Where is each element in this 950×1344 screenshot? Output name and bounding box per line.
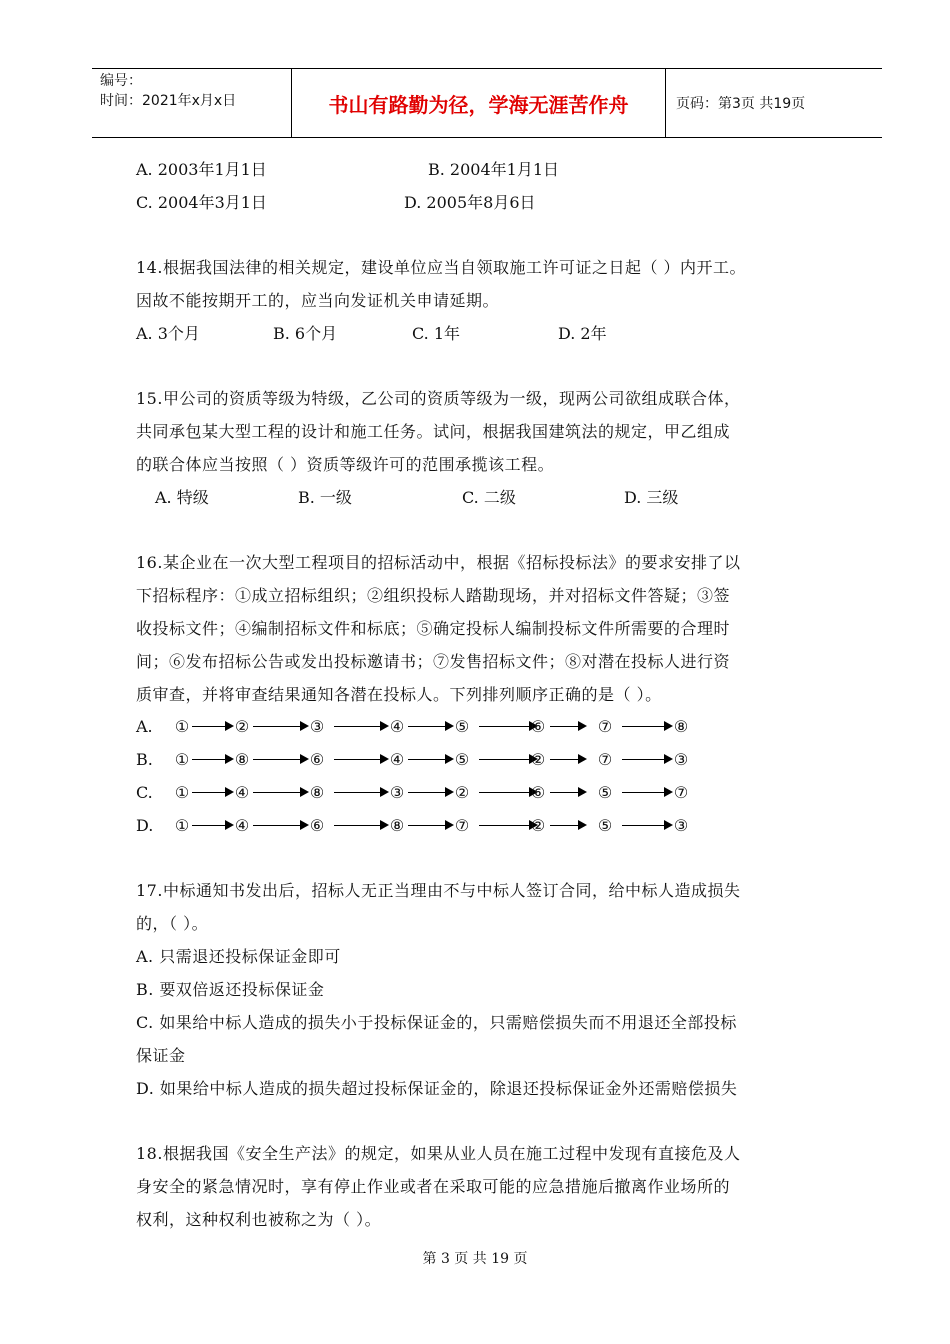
step-number: ① [174,816,190,835]
step-number: ⑤ [454,750,470,769]
q18-text-line: 权利，这种权利也被称之为（ ）。 [136,1210,382,1229]
arrow-icon [408,792,452,793]
step-number: ⑧ [673,717,689,736]
step-number: ⑧ [389,816,405,835]
arrow-icon [550,792,585,793]
q15-option-d: D. 三级 [624,488,679,507]
q15-text-line: 共同承包某大型工程的设计和施工任务。试问，根据我国建筑法的规定，甲乙组成 [136,422,731,441]
page-footer: 第 3 页 共 19 页 [422,1251,528,1267]
q18-text-line: 身安全的紧急情况时，享有停止作业或者在采取可能的应急措施后撤离作业场所的 [136,1177,731,1196]
q14-text-line: 14.根据我国法律的相关规定，建设单位应当自领取施工许可证之日起（ ）内开工。 [136,258,747,277]
arrow-icon [253,825,307,826]
q13-option-b: B. 2004年1月1日 [428,160,560,179]
q15-option-a: A. 特级 [155,488,209,507]
step-number: ⑥ [530,783,546,802]
step-number: ⑦ [597,717,613,736]
q16-text-line: 质审查，并将审查结果通知各潜在投标人。下列排列顺序正确的是（ ）。 [136,685,662,704]
step-number: ⑦ [597,750,613,769]
step-number: ① [174,783,190,802]
option-label: A. [136,717,153,736]
arrow-icon [192,792,232,793]
q13-option-c: C. 2004年3月1日 [136,193,267,212]
step-number: ② [454,783,470,802]
number-label: 编号： [100,73,142,89]
arrow-icon [408,759,452,760]
arrow-icon [550,759,585,760]
step-number: ⑤ [597,783,613,802]
q14-option-d: D. 2年 [558,324,607,343]
q15-text-line: 的联合体应当按照（ ）资质等级许可的范围承揽该工程。 [136,455,555,474]
step-number: ④ [389,750,405,769]
q17-option-a: A. 只需退还投标保证金即可 [136,947,341,966]
arrow-icon [408,726,452,727]
q16-text-line: 下招标程序：①成立招标组织；②组织投标人踏勘现场，并对招标文件答疑；③签 [136,586,731,605]
step-number: ⑥ [309,816,325,835]
step-number: ③ [673,750,689,769]
arrow-icon [479,825,536,826]
q17-option-b: B. 要双倍返还投标保证金 [136,980,325,999]
arrow-icon [334,825,387,826]
q16-text-line: 间；⑥发布招标公告或发出投标邀请书；⑦发售招标文件；⑧对潜在投标人进行资 [136,652,731,671]
arrow-icon [253,792,307,793]
q15-option-b: B. 一级 [298,488,352,507]
q14-option-c: C. 1年 [412,324,461,343]
time-label: 时间：2021年x月x日 [100,93,237,109]
arrow-icon [408,825,452,826]
arrow-icon [192,825,232,826]
q17-option-c-cont: 保证金 [136,1046,186,1065]
arrow-icon [253,759,307,760]
arrow-icon [334,726,387,727]
arrow-icon [253,726,307,727]
step-number: ① [174,750,190,769]
step-number: ② [234,717,250,736]
q17-option-d: D. 如果给中标人造成的损失超过投标保证金的，除退还投标保证金外还需赔偿损失 [136,1079,738,1098]
step-number: ④ [234,783,250,802]
q14-option-a: A. 3个月 [136,324,200,343]
option-label: B. [136,750,153,769]
arrow-icon [622,825,671,826]
q17-text-line: 17.中标通知书发出后，招标人无正当理由不与中标人签订合同，给中标人造成损失 [136,881,741,900]
step-number: ⑦ [454,816,470,835]
page-header [92,68,882,138]
q16-text-line: 收投标文件；④编制招标文件和标底；⑤确定投标人编制投标文件所需要的合理时 [136,619,731,638]
step-number: ③ [389,783,405,802]
step-number: ③ [673,816,689,835]
arrow-icon [550,825,585,826]
step-number: ① [174,717,190,736]
q18-text-line: 18.根据我国《安全生产法》的规定，如果从业人员在施工过程中发现有直接危及人 [136,1144,741,1163]
arrow-icon [192,726,232,727]
arrow-icon [479,792,536,793]
arrow-icon [550,726,585,727]
q15-option-c: C. 二级 [462,488,516,507]
q13-option-a: A. 2003年1月1日 [136,160,267,179]
option-label: D. [136,816,154,835]
arrow-icon [479,759,536,760]
q17-text-line: 的，（ ）。 [136,914,209,933]
q14-option-b: B. 6个月 [273,324,338,343]
q17-option-c: C. 如果给中标人造成的损失小于投标保证金的，只需赔偿损失而不用退还全部投标 [136,1013,737,1032]
arrow-icon [622,759,671,760]
step-number: ③ [309,717,325,736]
q14-text-line: 因故不能按期开工的，应当向发证机关申请延期。 [136,291,500,310]
q13-option-d: D. 2005年8月6日 [404,193,536,212]
step-number: ⑤ [597,816,613,835]
step-number: ② [530,750,546,769]
option-label: C. [136,783,153,802]
arrow-icon [334,792,387,793]
header-page-info: 页码：第3页 共19页 [676,96,806,112]
arrow-icon [334,759,387,760]
step-number: ② [530,816,546,835]
step-number: ⑦ [673,783,689,802]
arrow-icon [192,759,232,760]
q15-text-line: 15.甲公司的资质等级为特级，乙公司的资质等级为一级，现两公司欲组成联合体， [136,389,741,408]
header-motto: 书山有路勤为径，学海无涯苦作舟 [292,69,666,137]
step-number: ⑥ [530,717,546,736]
step-number: ⑥ [309,750,325,769]
step-number: ⑧ [234,750,250,769]
step-number: ⑧ [309,783,325,802]
step-number: ⑤ [454,717,470,736]
arrow-icon [622,792,671,793]
q16-text-line: 16.某企业在一次大型工程项目的招标活动中，根据《招标投标法》的要求安排了以 [136,553,741,572]
step-number: ④ [234,816,250,835]
arrow-icon [479,726,536,727]
step-number: ④ [389,717,405,736]
arrow-icon [622,726,671,727]
header-meta [92,69,292,137]
